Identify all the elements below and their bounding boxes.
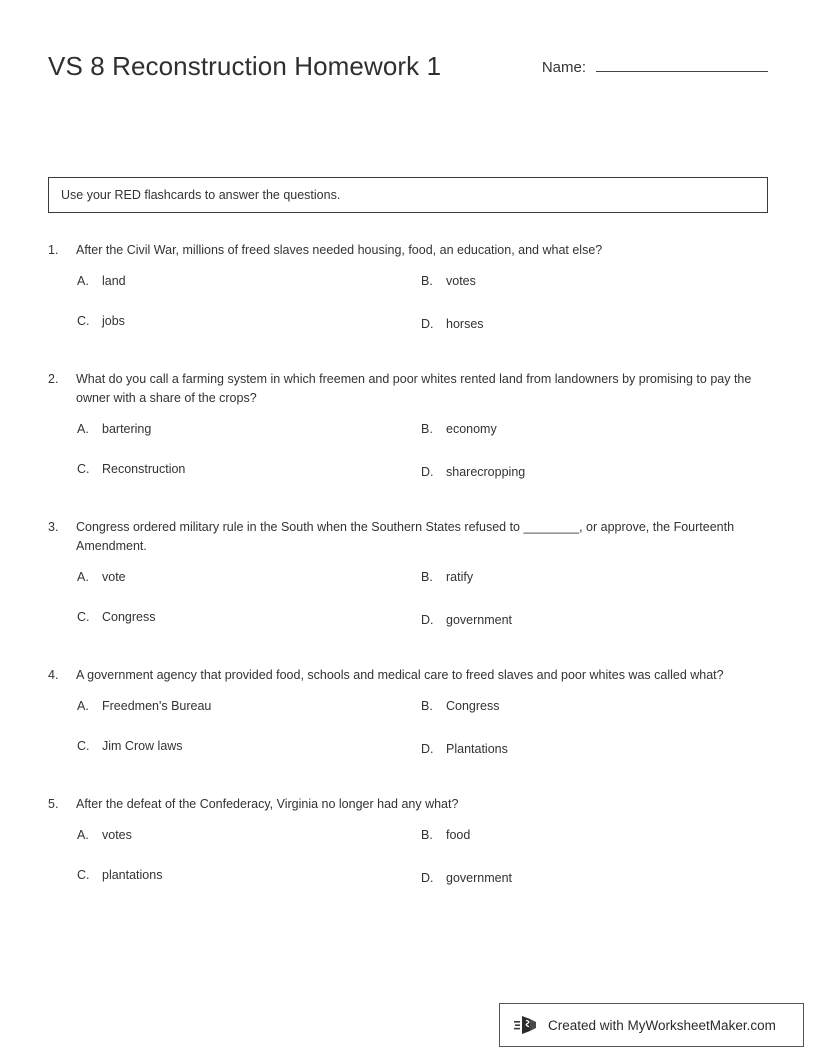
answer-options (77, 568, 768, 648)
option-text: jobs (102, 314, 125, 328)
question-number: 3. (48, 520, 59, 534)
option-text: food (446, 828, 471, 842)
question-list (48, 241, 768, 924)
option-letter: B. (421, 828, 433, 842)
option-letter: D. (421, 465, 434, 479)
name-input-line[interactable] (596, 56, 768, 72)
option-a[interactable] (77, 697, 211, 715)
option-text: Congress (446, 699, 500, 713)
option-letter: D. (421, 871, 434, 885)
option-row (77, 737, 768, 777)
question-number: 4. (48, 668, 59, 682)
option-letter: B. (421, 570, 433, 584)
option-c[interactable] (77, 460, 185, 478)
instruction-text: Use your RED flashcards to answer the questions. (61, 188, 341, 202)
question-text: Congress ordered military rule in the South when the Southern States refused to ________, or approve, the Fourteenth Amendment. (76, 520, 735, 553)
option-letter: D. (421, 317, 434, 331)
option-a[interactable] (77, 568, 126, 586)
option-d[interactable] (421, 463, 525, 481)
question-item (48, 666, 768, 777)
option-letter: A. (77, 699, 89, 713)
answer-options (77, 420, 768, 500)
option-c[interactable] (77, 312, 125, 330)
option-text: horses (446, 317, 484, 331)
option-b[interactable] (421, 272, 476, 290)
option-c[interactable] (77, 737, 183, 755)
option-a[interactable] (77, 420, 151, 438)
option-letter: B. (421, 422, 433, 436)
option-d[interactable] (421, 611, 512, 629)
option-d[interactable] (421, 315, 484, 333)
option-b[interactable] (421, 568, 473, 586)
option-d[interactable] (421, 869, 512, 887)
option-text: ratify (446, 570, 474, 584)
option-row (77, 697, 768, 737)
option-row (77, 568, 768, 608)
option-letter: C. (77, 314, 90, 328)
option-text: Jim Crow laws (102, 739, 183, 753)
option-letter: C. (77, 739, 90, 753)
option-a[interactable] (77, 272, 126, 290)
option-b[interactable] (421, 697, 500, 715)
name-label: Name: (541, 59, 586, 76)
option-row (77, 866, 768, 906)
option-letter: A. (77, 570, 89, 584)
option-row (77, 272, 768, 312)
question-item (48, 370, 768, 500)
option-b[interactable] (421, 420, 497, 438)
option-text: plantations (102, 868, 163, 882)
option-text: economy (446, 422, 497, 436)
answer-options (77, 697, 768, 777)
option-text: bartering (102, 422, 152, 436)
option-letter: B. (421, 274, 433, 288)
option-b[interactable] (421, 826, 470, 844)
question-text: After the defeat of the Confederacy, Virginia no longer had any what? (76, 797, 459, 811)
answer-options (77, 272, 768, 352)
option-text: sharecropping (446, 465, 526, 479)
question-item (48, 241, 768, 352)
option-row (77, 460, 768, 500)
option-letter: D. (421, 742, 434, 756)
page-title: VS 8 Reconstruction Homework 1 (48, 51, 442, 81)
option-letter: D. (421, 613, 434, 627)
option-letter: C. (77, 462, 90, 476)
footer-credit-badge[interactable] (499, 1003, 804, 1047)
option-text: government (446, 871, 513, 885)
question-number: 1. (48, 243, 59, 257)
answer-options (77, 826, 768, 906)
question-text: A government agency that provided food, schools and medical care to freed slaves and poor whites was called what? (76, 668, 724, 682)
option-text: Reconstruction (102, 462, 186, 476)
option-letter: C. (77, 610, 90, 624)
question-heading (48, 241, 768, 260)
option-text: votes (446, 274, 476, 288)
option-c[interactable] (77, 608, 156, 626)
instruction-box (48, 177, 768, 213)
option-text: Plantations (446, 742, 508, 756)
question-text: What do you call a farming system in which freemen and poor whites rented land from landowners by promising to pay the owner with a share of the crops? (76, 372, 752, 405)
question-number: 5. (48, 797, 59, 811)
question-text: After the Civil War, millions of freed slaves needed housing, food, an education, and what else? (76, 243, 603, 257)
option-letter: A. (77, 828, 89, 842)
worksheet-header (48, 46, 768, 136)
option-letter: B. (421, 699, 433, 713)
question-number: 2. (48, 372, 59, 386)
option-text: vote (102, 570, 126, 584)
question-heading (48, 795, 768, 814)
option-d[interactable] (421, 740, 508, 758)
question-heading (48, 370, 768, 408)
option-text: votes (102, 828, 132, 842)
option-a[interactable] (77, 826, 132, 844)
worksheet-maker-logo-icon (514, 1012, 540, 1038)
option-letter: A. (77, 422, 89, 436)
option-text: Freedmen's Bureau (102, 699, 212, 713)
option-c[interactable] (77, 866, 162, 884)
question-heading (48, 518, 768, 556)
question-heading (48, 666, 768, 685)
option-row (77, 312, 768, 352)
option-text: government (446, 613, 513, 627)
question-item (48, 795, 768, 906)
option-row (77, 420, 768, 460)
option-letter: C. (77, 868, 90, 882)
option-text: land (102, 274, 126, 288)
name-field-group (542, 56, 768, 76)
option-row (77, 826, 768, 866)
option-text: Congress (102, 610, 156, 624)
option-row (77, 608, 768, 648)
footer-credit-text: Created with MyWorksheetMaker.com (548, 1017, 776, 1033)
question-item (48, 518, 768, 648)
option-letter: A. (77, 274, 89, 288)
